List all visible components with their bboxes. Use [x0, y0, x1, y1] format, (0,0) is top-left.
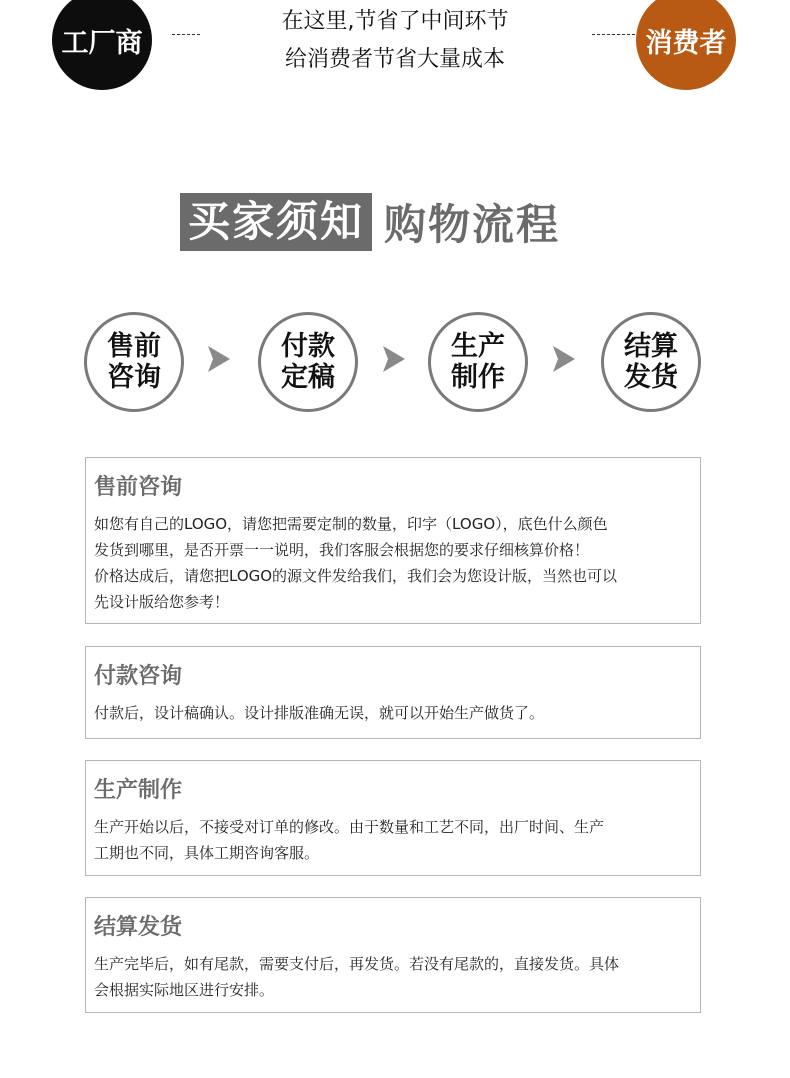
text-line: 生产完毕后，如有尾款，需要支付后，再发货。若没有尾款的，直接发货。具体 — [94, 955, 620, 973]
info-box-shipping — [85, 897, 701, 1013]
step-label: 售前 — [107, 331, 161, 362]
consumer-circle — [636, 0, 736, 90]
title-shopping-process: 购物流程 — [384, 200, 561, 249]
step-label: 定稿 — [281, 362, 335, 393]
info-box-production — [85, 760, 701, 876]
box-text — [94, 951, 694, 1003]
step-label: 发货 — [624, 362, 678, 393]
box-text — [94, 700, 694, 726]
step-label: 付款 — [281, 331, 335, 362]
factory-circle — [52, 0, 152, 90]
factory-label: 工厂商 — [61, 27, 143, 59]
box-text — [94, 814, 694, 866]
section-title — [180, 193, 560, 251]
arrow-right-icon — [208, 346, 230, 372]
text-line: 发货到哪里，是否开票一一说明，我们客服会根据您的要求仔细核算价格！ — [94, 541, 590, 559]
info-box-presale — [85, 457, 701, 624]
text-line: 会根据实际地区进行安排。 — [94, 981, 275, 999]
box-title: 结算发货 — [94, 915, 183, 940]
text-line: 先设计版给您参考！ — [94, 593, 230, 611]
info-box-payment — [85, 646, 701, 739]
step-label: 制作 — [451, 362, 505, 393]
box-title: 付款咨询 — [94, 664, 183, 689]
arrow-right-icon — [553, 346, 575, 372]
consumer-label: 消费者 — [645, 27, 727, 59]
step-payment-finalize — [258, 312, 358, 412]
step-label: 结算 — [624, 331, 678, 362]
step-presale-consult — [84, 312, 184, 412]
box-text — [94, 511, 694, 615]
step-settle-ship — [601, 312, 701, 412]
text-line: 付款后，设计稿确认。设计排版准确无误，就可以开始生产做货了。 — [94, 704, 545, 722]
text-line: 价格达成后，请您把LOGO的源文件发给我们，我们会为您设计版，当然也可以 — [94, 567, 618, 585]
box-title: 售前咨询 — [94, 475, 183, 500]
step-production — [428, 312, 528, 412]
text-line: 生产开始以后，不接受对订单的修改。由于数量和工艺不同，出厂时间、生产 — [94, 818, 605, 836]
step-label: 生产 — [451, 331, 505, 362]
step-label: 咨询 — [107, 362, 161, 393]
text-line: 工期也不同，具体工期咨询客服。 — [94, 844, 320, 862]
slogan-line-1: 在这里,节省了中间环节 — [200, 4, 590, 35]
title-buyer-notice: 买家须知 — [180, 193, 372, 251]
text-line: 如您有自己的LOGO，请您把需要定制的数量，印字（LOGO），底色什么颜色 — [94, 515, 608, 533]
box-title: 生产制作 — [94, 778, 183, 803]
slogan-line-2: 给消费者节省大量成本 — [200, 42, 590, 73]
arrow-right-icon — [383, 346, 405, 372]
